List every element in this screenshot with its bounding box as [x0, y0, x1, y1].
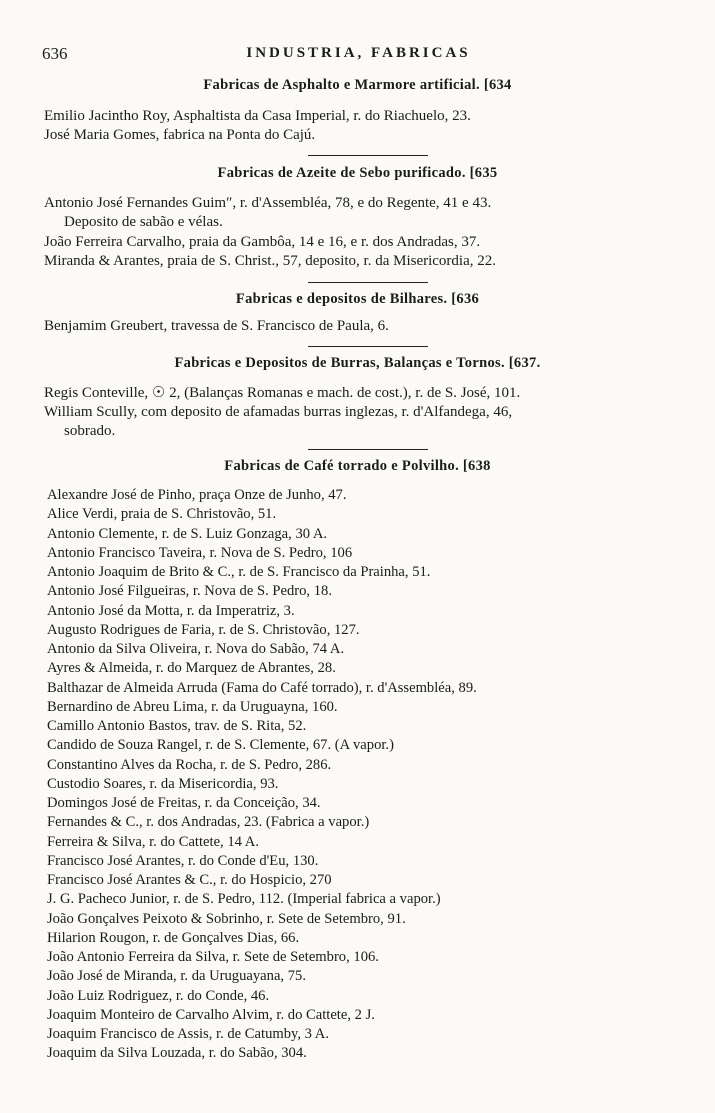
section-title-cafe: Fabricas de Café torrado e Polvilho. [638 [224, 458, 491, 474]
list-item: Joaquim Monteiro de Carvalho Alvim, r. do Cattete, 2 J. [47, 1006, 375, 1023]
section-divider [308, 449, 428, 450]
list-item: Joaquim da Silva Louzada, r. do Sabão, 304. [47, 1045, 307, 1062]
page-number: 636 [42, 44, 68, 63]
list-item: Antonio Francisco Taveira, r. Nova de S. Pedro, 106 [47, 544, 353, 561]
list-item: Ferreira & Silva, r. do Cattete, 14 A. [47, 833, 259, 850]
entry: Deposito de sabão e vélas. [64, 214, 223, 230]
list-item: Hilarion Rougon, r. de Gonçalves Dias, 66. [47, 929, 300, 946]
section-title-burras: Fabricas e Depositos de Burras, Balanças e Tornos. [637. [174, 355, 541, 371]
list-item: Domingos José de Freitas, r. da Conceição, 34. [47, 795, 321, 811]
entry: Antonio José Fernandes Guim″, r. d'Assembléa, 78, e do Regente, 41 e 43. [44, 195, 492, 211]
list-item: Bernardino de Abreu Lima, r. da Uruguayna, 160. [47, 698, 338, 715]
list-item: Antonio Clemente, r. de S. Luiz Gonzaga, 30 A. [47, 525, 328, 542]
entry: Benjamim Greubert, travessa de S. Francisco de Paula, 6. [44, 318, 389, 334]
list-item: Antonio José Filgueiras, r. Nova de S. Pedro, 18. [47, 583, 332, 600]
section-divider [308, 346, 428, 347]
list-item: Antonio Joaquim de Brito & C., r. de S. Francisco da Prainha, 51. [47, 564, 431, 580]
section-title-azeite: Fabricas de Azeite de Sebo purificado. [635 [217, 165, 498, 181]
cafe-entry-list [47, 486, 677, 1064]
list-item: João Gonçalves Peixoto & Sobrinho, r. Sete de Setembro, 91. [47, 910, 406, 927]
page-header [42, 44, 675, 64]
list-item: Ayres & Almeida, r. do Marquez de Abrantes, 28. [47, 660, 336, 677]
list-item: Balthazar de Almeida Arruda (Fama do Café torrado), r. d'Assembléa, 89. [47, 679, 477, 696]
list-item: Antonio José da Motta, r. da Imperatriz, 3. [47, 602, 295, 619]
section-title-bilhares: Fabricas e depositos de Bilhares. [636 [235, 291, 480, 307]
list-item: João José de Miranda, r. da Uruguayana, 75. [47, 968, 306, 985]
list-item: Antonio da Silva Oliveira, r. Nova do Sabão, 74 A. [47, 641, 345, 657]
entry: José Maria Gomes, fabrica na Ponta do Cajú. [44, 127, 316, 143]
entry: Regis Conteville, ☉ 2, (Balanças Romanas e mach. de cost.), r. de S. José, 101. [44, 385, 521, 401]
running-title: INDUSTRIA, FABRICAS [246, 45, 471, 61]
section-title-asphalto: Fabricas de Asphalto e Marmore artificial. [634 [203, 77, 512, 93]
list-item: Camillo Antonio Bastos, trav. de S. Rita, 52. [47, 718, 307, 734]
list-item: Candido de Souza Rangel, r. de S. Clemente, 67. (A vapor.) [47, 737, 394, 754]
list-item: Joaquim Francisco de Assis, r. de Catumby, 3 A. [47, 1026, 329, 1042]
list-item: Augusto Rodrigues de Faria, r. de S. Christovão, 127. [47, 621, 360, 638]
section-divider [308, 155, 428, 156]
list-item: João Luiz Rodriguez, r. do Conde, 46. [47, 987, 270, 1004]
list-item: Francisco José Arantes & C., r. do Hospicio, 270 [47, 872, 332, 888]
section-divider [308, 282, 428, 283]
list-item: Constantino Alves da Rocha, r. de S. Pedro, 286. [47, 756, 332, 773]
entry: Miranda & Arantes, praia de S. Christ., 57, deposito, r. da Misericordia, 22. [44, 253, 496, 269]
entry: João Ferreira Carvalho, praia da Gambôa, 14 e 16, e r. dos Andradas, 37. [44, 234, 481, 250]
list-item: Fernandes & C., r. dos Andradas, 23. (Fabrica a vapor.) [47, 814, 370, 831]
entry: William Scully, com deposito de afamadas burras inglezas, r. d'Alfandega, 46, [44, 404, 513, 420]
list-item: Alexandre José de Pinho, praça Onze de Junho, 47. [47, 487, 347, 503]
list-item: Francisco José Arantes, r. do Conde d'Eu, 130. [47, 852, 319, 869]
entry: sobrado. [64, 423, 116, 439]
list-item: J. G. Pacheco Junior, r. de S. Pedro, 112. (Imperial fabrica a vapor.) [47, 891, 441, 908]
list-item: Custodio Soares, r. da Misericordia, 93. [47, 775, 279, 792]
list-item: João Antonio Ferreira da Silva, r. Sete de Setembro, 106. [47, 949, 379, 965]
list-item: Alice Verdi, praia de S. Christovão, 51. [47, 506, 277, 523]
entry: Emilio Jacintho Roy, Asphaltista da Casa Imperial, r. do Riachuelo, 23. [44, 108, 471, 124]
